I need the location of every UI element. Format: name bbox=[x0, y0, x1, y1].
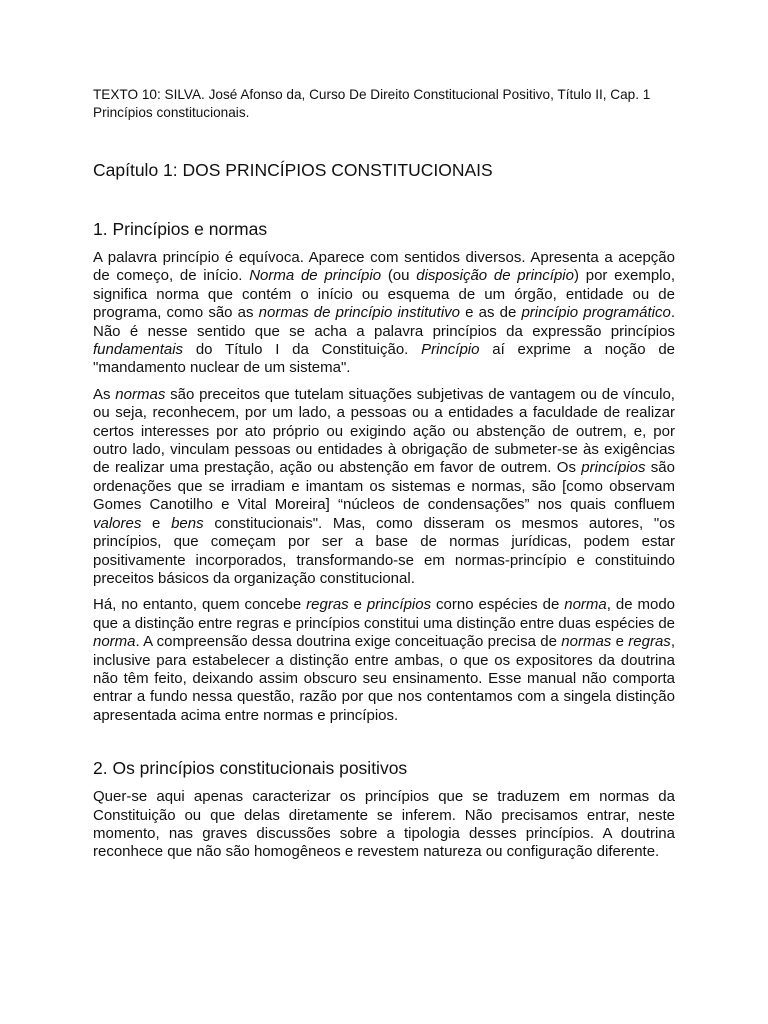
section-2-paragraph-1: Quer-se aqui apenas caracterizar os princípios que se traduzem em normas da Constituição ou que delas diretamente se inferem. Não precisamos entrar, neste momento, nas graves discussões sobre a tipologia desses princípios. A doutrina reconhece que não são homogêneos e revestem natureza ou configuração diferente. bbox=[93, 788, 675, 861]
section-1-title: 1. Princípios e normas bbox=[93, 219, 268, 239]
section-1-paragraph-3: Há, no entanto, quem concebe regras e princípios corno espécies de norma, de modo que a distinção entre regras e princípios constitui uma distinção entre duas espécies de norma. A compreensão dessa doutrina exige conceituação precisa de normas e regras, inclusive para estabelecer a distinção entre ambas, o que os expositores da doutrina não têm feito, deixando assim obscuro seu ensinamento. Esse manual não comporta entrar a fundo nessa questão, razão por que nos contentamos com a singela distinção apresentada acima entre normas e princípios. bbox=[93, 596, 676, 724]
italic-term: valores bbox=[93, 514, 142, 532]
italic-term: disposição de princípio bbox=[416, 267, 574, 285]
italic-term: fundamentais bbox=[93, 341, 184, 359]
italic-term: bens bbox=[171, 514, 204, 532]
italic-term: normas bbox=[115, 385, 166, 403]
italic-term: princípios bbox=[581, 459, 646, 477]
chapter-title: Capítulo 1: DOS PRINCÍPIOS CONSTITUCIONAIS bbox=[93, 160, 493, 180]
italic-term: princípios bbox=[366, 596, 432, 614]
section-2-title: 2. Os princípios constitucionais positivos bbox=[93, 758, 408, 779]
italic-term: normas de princípio institutivo bbox=[258, 304, 460, 322]
italic-term: princípio programático bbox=[521, 304, 671, 322]
section-1-paragraph-1: A palavra princípio é equívoca. Aparece com sentidos diversos. Apresenta a acepção de começo, de início. Norma de princípio (ou disposição de princípio) por exemplo, significa norma que contém o início ou esquema de um órgão, entidade ou de programa, como são as normas de princípio institutivo e as de princípio programático. Não é nesse sentido que se acha a palavra princípios da expressão princípios fundamentais do Título I da Constituição. Princípio aí exprime a noção de "mandamento nuclear de um sistema". bbox=[93, 249, 676, 377]
italic-term: regras bbox=[628, 633, 671, 651]
italic-term: norma bbox=[564, 596, 607, 614]
italic-term: normas bbox=[561, 633, 612, 651]
italic-term: norma bbox=[93, 633, 136, 651]
italic-term: Princípio bbox=[421, 341, 480, 359]
reference-note: TEXTO 10: SILVA. José Afonso da, Curso De Direito Constitucional Positivo, Título II, Cap. 1 Princípios constitucionais. bbox=[93, 87, 651, 120]
italic-term: Norma de princípio bbox=[249, 267, 382, 285]
section-1-paragraph-2: As normas são preceitos que tutelam situações subjetivas de vantagem ou de vínculo, ou seja, reconhecem, por um lado, a pessoas ou a entidades a faculdade de realizar certos interesses por ato próprio ou exigindo ação ou abstenção de outrem, e, por outro lado, vinculam pessoas ou entidades à obrigação de submeter-se às exigências de realizar uma prestação, ação ou abstenção em favor de outrem. Os princípios são ordenações que se irradiam e imantam os sistemas e normas, são [como observam Gomes Canotilho e Vital Moreira] “núcleos de condensações” nos quais confluem valores e bens constitucionais". Mas, como disseram os mesmos autores, "os princípios, que começam por ser a base de normas jurídicas, podem estar positivamente incorporados, transformando-se em normas-princípio e constituindo preceitos básicos da organização constitucional. bbox=[93, 385, 675, 587]
italic-term: regras bbox=[306, 596, 349, 614]
